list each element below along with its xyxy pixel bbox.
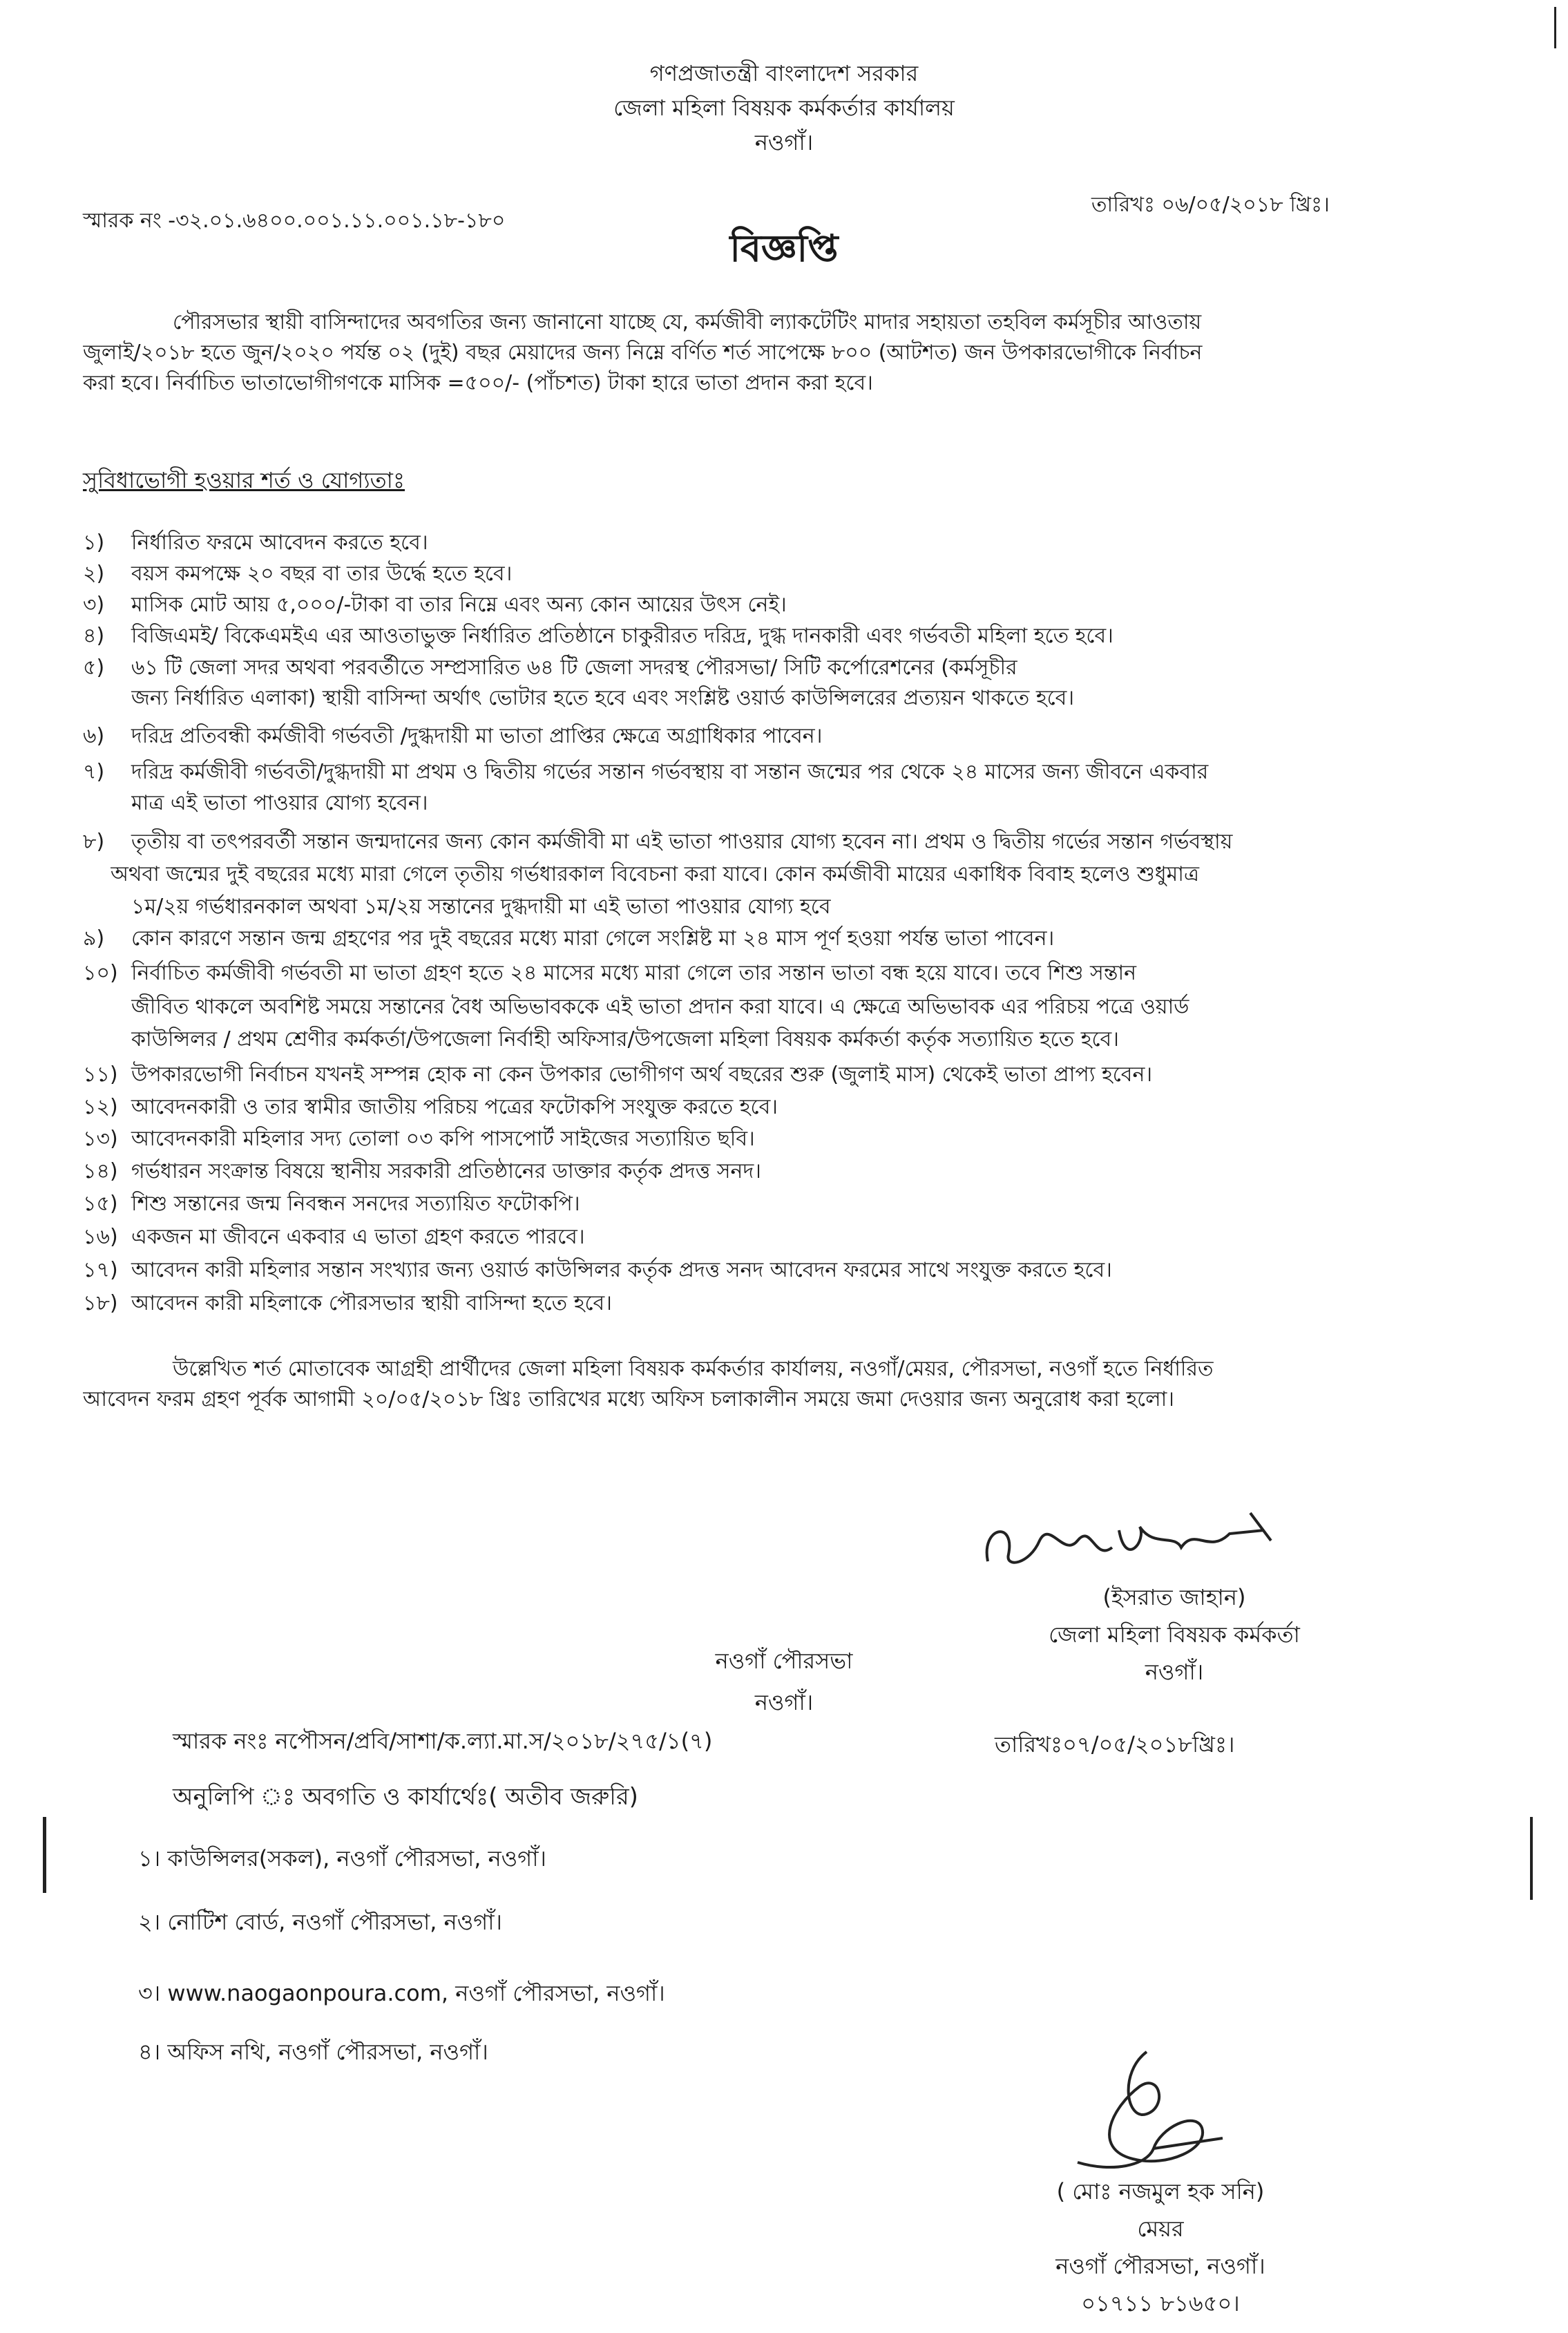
municipality-place: নওগাঁ। <box>754 1689 814 1715</box>
office-header-line: জেলা মহিলা বিষয়ক কর্মকর্তার কার্যালয় <box>613 95 955 121</box>
condition-continuation: অথবা জন্মের দুই বছরের মধ্যে মারা গেলে তৃতীয় গর্ভধারকাল বিবেচনা করা যাবে। কোন কর্মজীবী মায়ের একাধিক বিবাহ হলেও শুধুমাত্র <box>111 862 1200 886</box>
condition-item: ৩) মাসিক মোট আয় ৫,০০০/-টাকা বা তার নিম্নে এবং অন্য কোন আয়ের উৎস নেই। <box>83 593 787 617</box>
condition-continuation: কাউন্সিলর / প্রথম শ্রেণীর কর্মকর্তা/উপজেলা নির্বাহী অফিসার/উপজেলা মহিলা বিষয়ক কর্মকর্তা কর্তৃক সত্যায়িত হতে হবে। <box>131 1027 1119 1051</box>
copy-heading: অনুলিপি ঃ অবগতি ও কার্যার্থেঃ( অতীব জরুরি) <box>173 1783 638 1811</box>
condition-item: ১১) উপকারভোগী নির্বাচন যখনই সম্পন্ন হোক না কেন উপকার ভোগীগণ অর্থ বছরের শুরু (জুলাই মাস) থেকেই ভাতা প্রাপ্য হবেন। <box>83 1063 1153 1087</box>
signatory-2-phone: ০১৭১১ ৮১৬৫০। <box>1081 2290 1240 2316</box>
intro-line: জুলাই/২০১৮ হতে জুন/২০২০ পর্যন্ত ০২ (দুই) বছর মেয়াদের জন্য নিম্নে বর্ণিত শর্ত সাপেক্ষে ৮০০ (আটশত) জন উপকারভোগীকে নির্বাচন <box>83 341 1203 365</box>
signatory-1-place: নওগাঁ। <box>1145 1659 1204 1685</box>
signatory-1-designation: জেলা মহিলা বিষয়ক কর্মকর্তা <box>1049 1621 1300 1648</box>
municipality-memo-date: তারিখঃ০৭/০৫/২০১৮খ্রিঃ। <box>995 1731 1235 1758</box>
condition-item: ১৫) শিশু সন্তানের জন্ম নিবন্ধন সনদের সত্যায়িত ফটোকপি। <box>83 1192 580 1216</box>
scan-edge-mark <box>1554 7 1556 48</box>
copy-item: ২। নোটিশ বোর্ড, নওগাঁ পৌরসভা, নওগাঁ। <box>138 1909 502 1935</box>
memo-ref: স্মারক নং -৩২.০১.৬৪০০.০০১.১১.০০১.১৮-১৮০ <box>83 209 506 233</box>
closing-paragraph <box>83 1354 1485 1415</box>
copy-item: ৪। অফিস নথি, নওগাঁ পৌরসভা, নওগাঁ। <box>138 2039 488 2065</box>
condition-item: ৮) তৃতীয় বা তৎপরবর্তী সন্তান জন্মদানের জন্য কোন কর্মজীবী মা এই ভাতা পাওয়ার যোগ্য হবেন না। প্রথম ও দ্বিতীয় গর্ভের সন্তান গর্ভবস্থায় <box>83 830 1233 854</box>
condition-item: ৯) কোন কারণে সন্তান জন্ম গ্রহণের পর দুই বছরের মধ্যে মারা গেলে সংশ্লিষ্ট মা ২৪ মাস পূর্ণ হওয়া পর্যন্ত ভাতা পাবেন। <box>83 926 1055 951</box>
condition-continuation: জীবিত থাকলে অবশিষ্ট সময়ে সন্তানের বৈধ অভিভাবককে এই ভাতা প্রদান করা যাবে। এ ক্ষেত্রে অভিভাবক এর পরিচয় পত্রে ওয়ার্ড <box>131 995 1189 1019</box>
scan-edge-mark <box>43 1817 46 1893</box>
conditions-heading: সুবিধাভোগী হওয়ার শর্ত ও যোগ্যতাঃ <box>83 467 405 493</box>
notice-title: বিজ্ঞপ্তি <box>729 227 839 270</box>
condition-item: ১২) আবেদনকারী ও তার স্বামীর জাতীয় পরিচয় পত্রের ফটোকপি সংযুক্ত করতে হবে। <box>83 1095 778 1119</box>
intro-line: পৌরসভার স্থায়ী বাসিন্দাদের অবগতির জন্য জানানো যাচ্ছে যে, কর্মজীবী ল্যাকটেটিং মাদার সহায়তা তহবিল কর্মসূচীর আওতায় <box>173 310 1202 334</box>
condition-item: ১৬) একজন মা জীবনে একবার এ ভাতা গ্রহণ করতে পারবে। <box>83 1225 585 1249</box>
signatory-2-designation: মেয়র <box>1137 2216 1184 2242</box>
signature-scribble-1 <box>974 1499 1333 1582</box>
header-place: নওগাঁ। <box>754 129 814 155</box>
condition-item: ২) বয়স কমপক্ষে ২০ বছর বা তার উর্দ্ধে হতে হবে। <box>83 562 513 586</box>
closing-line: উল্লেখিত শর্ত মোতাবেক আগ্রহী প্রার্থীদের জেলা মহিলা বিষয়ক কর্মকর্তার কার্যালয়, নওগাঁ/মেয়র, পৌরসভা, নওগাঁ হতে নির্ধারিত <box>173 1357 1214 1381</box>
intro-line: করা হবে। নির্বাচিত ভাতাভোগীগণকে মাসিক =৫০০/- (পাঁচশত) টাকা হারে ভাতা প্রদান করা হবে। <box>83 371 873 395</box>
condition-item: ১) নির্ধারিত ফরমে আবেদন করতে হবে। <box>83 531 428 555</box>
condition-item: ৬) দরিদ্র প্রতিবন্ধী কর্মজীবী গর্ভবতী /দুগ্ধদায়ী মা ভাতা প্রাপ্তির ক্ষেত্রে অগ্রাধিকার পাবেন। <box>83 724 823 748</box>
condition-item: ৭) দরিদ্র কর্মজীবী গর্ভবতী/দুগ্ধদায়ী মা প্রথম ও দ্বিতীয় গর্ভের সন্তান গর্ভবস্থায় বা সন্তান জন্মের পর থেকে ২৪ মাসের জন্য জীবনে একবার <box>83 760 1209 784</box>
condition-item: ১৩) আবেদনকারী মহিলার সদ্য তোলা ০৩ কপি পাসপোর্ট সাইজের সত্যায়িত ছবি। <box>83 1127 755 1151</box>
condition-item: ১৭) আবেদন কারী মহিলার সন্তান সংখ্যার জন্য ওয়ার্ড কাউন্সিলর কর্তৃক প্রদত্ত সনদ আবেদন ফরমের সাথে সংযুক্ত করতে হবে। <box>83 1258 1112 1282</box>
condition-item: ১৪) গর্ভধারন সংক্রান্ত বিষয়ে স্থানীয় সরকারী প্রতিষ্ঠানের ডাক্তার কর্তৃক প্রদত্ত সনদ। <box>83 1159 761 1183</box>
condition-item: ১৮) আবেদন কারী মহিলাকে পৌরসভার স্থায়ী বাসিন্দা হতে হবে। <box>83 1291 612 1315</box>
copy-item: ১। কাউন্সিলর(সকল), নওগাঁ পৌরসভা, নওগাঁ। <box>138 1845 546 1872</box>
municipality-memo-ref: স্মারক নংঃ নপৌসন/প্রবি/সাশা/ক.ল্যা.মা.স/২০১৮/২৭৫/১(৭) <box>173 1728 713 1754</box>
memo-date: তারিখঃ ০৬/০৫/২০১৮ খ্রিঃ। <box>1091 193 1330 217</box>
condition-continuation: জন্য নির্ধারিত এলাকা) স্থায়ী বাসিন্দা অর্থাৎ ভোটার হতে হবে এবং সংশ্লিষ্ট ওয়ার্ড কাউন্সিলরের প্রত্যয়ন থাকতে হবে। <box>131 686 1075 710</box>
closing-line: আবেদন ফরম গ্রহণ পূর্বক আগামী ২০/০৫/২০১৮ খ্রিঃ তারিখের মধ্যে অফিস চলাকালীন সময়ে জমা দেওয়ার জন্য অনুরোধ করা হলো। <box>83 1387 1175 1411</box>
signatory-2-name: ( মোঃ নজমুল হক সনি) <box>1056 2178 1265 2205</box>
condition-continuation: মাত্র এই ভাতা পাওয়ার যোগ্য হবেন। <box>131 791 428 815</box>
municipality-office: নওগাঁ পৌরসভা <box>715 1648 853 1674</box>
intro-paragraph <box>83 307 1485 399</box>
copy-item: ৩। www.naogaonpoura.com, নওগাঁ পৌরসভা, নওগাঁ। <box>138 1980 665 2006</box>
govt-header-line: গণপ্রজাতন্ত্রী বাংলাদেশ সরকার <box>649 60 919 86</box>
signature-scribble-2 <box>1050 2045 1243 2183</box>
condition-continuation: ১ম/২য় গর্ভধারনকাল অথবা ১ম/২য় সন্তানের দুগ্ধদায়ী মা এই ভাতা পাওয়ার যোগ্য হবে <box>131 895 831 919</box>
condition-item: ৪) বিজিএমই/ বিকেএমইএ এর আওতাভুক্ত নির্ধারিত প্রতিষ্ঠানে চাকুরীরত দরিদ্র, দুগ্ধ দানকারী এবং গর্ভবতী মহিলা হতে হবে। <box>83 624 1113 648</box>
signatory-2 <box>953 2173 1368 2322</box>
condition-item: ১০) নির্বাচিত কর্মজীবী গর্ভবতী মা ভাতা গ্রহণ হতে ২৪ মাসের মধ্যে মারা গেলে তার সন্তান ভাতা বন্ধ হয়ে যাবে। তবে শিশু সন্তান <box>83 961 1137 985</box>
condition-item: ৫) ৬১ টি জেলা সদর অথবা পরবর্তীতে সম্প্রসারিত ৬৪ টি জেলা সদরস্থ পৌরসভা/ সিটি কর্পোরেশনের (কর্মসূচীর <box>83 656 1017 680</box>
signatory-2-place: নওগাঁ পৌরসভা, নওগাঁ। <box>1055 2253 1265 2279</box>
scan-edge-mark <box>1530 1817 1533 1900</box>
signatory-1-name: (ইসরাত জাহান) <box>1102 1584 1246 1610</box>
